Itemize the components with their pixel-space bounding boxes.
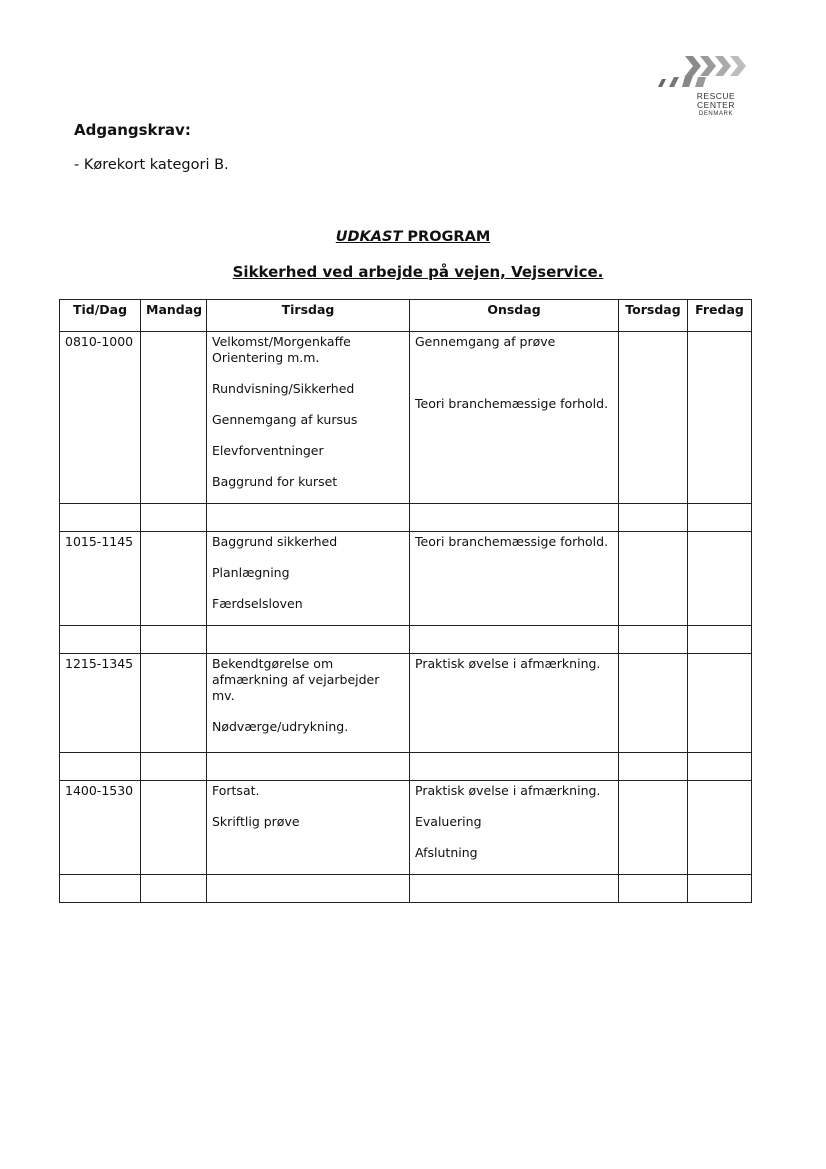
tirsdag-entry: Baggrund for kurset: [212, 474, 338, 489]
onsdag-cell: [410, 532, 619, 626]
header-mandag: Mandag: [141, 300, 207, 332]
program-heading-emph: UDKAST: [335, 229, 403, 245]
header-tid-dag: Tid/Dag: [60, 300, 141, 332]
fredag-cell: [688, 532, 752, 626]
rescue-center-logo: [655, 50, 755, 125]
logo-text-line2: CENTER: [697, 100, 735, 110]
header-fredag: Fredag: [688, 300, 752, 332]
table-row: [60, 654, 752, 753]
tirsdag-entry: Nødværge/udrykning.: [212, 719, 349, 734]
schedule-table: [59, 299, 752, 903]
header-tirsdag: Tirsdag: [207, 300, 410, 332]
mandag-cell: [141, 654, 207, 753]
program-heading-rest: PROGRAM: [402, 229, 491, 245]
tirsdag-entry: Elevforventninger: [212, 443, 324, 458]
torsdag-cell: [619, 532, 688, 626]
onsdag-cell: [410, 781, 619, 875]
time-cell: 1215-1345: [60, 654, 141, 753]
tirsdag-entry: Velkomst/Morgenkaffe Orientering m.m.: [212, 334, 351, 365]
tirsdag-cell: [207, 654, 410, 753]
mandag-cell: [141, 781, 207, 875]
tirsdag-entry: Baggrund sikkerhed: [212, 534, 338, 549]
logo-text-line3: DENMARK: [698, 111, 734, 117]
tirsdag-cell: [207, 332, 410, 504]
header-onsdag: Onsdag: [410, 300, 619, 332]
tirsdag-entry: Planlægning: [212, 565, 290, 580]
table-row: [60, 532, 752, 626]
logo-text-line1: RESCUE: [696, 91, 736, 101]
onsdag-entry: Evaluering: [415, 814, 482, 829]
onsdag-entry: Gennemgang af prøve: [415, 334, 556, 349]
requirements-item: - Kørekort kategori B.: [74, 157, 229, 173]
tirsdag-entry: Rundvisning/Sikkerhed: [212, 381, 355, 396]
onsdag-entry: Teori branchemæssige forhold.: [415, 534, 609, 549]
program-heading: [0, 229, 826, 245]
spacer-row: [60, 504, 752, 532]
table-row: [60, 332, 752, 504]
requirements-heading: Adgangskrav:: [74, 121, 191, 139]
onsdag-entry: Praktisk øvelse i afmærkning.: [415, 656, 601, 671]
time-cell: 0810-1000: [60, 332, 141, 504]
torsdag-cell: [619, 332, 688, 504]
time-cell: 1400-1530: [60, 781, 141, 875]
table-row: [60, 781, 752, 875]
header-torsdag: Torsdag: [619, 300, 688, 332]
onsdag-entry: Afslutning: [415, 845, 478, 860]
program-subtitle: Sikkerhed ved arbejde på vejen, Vejservice.: [232, 263, 604, 281]
mandag-cell: [141, 332, 207, 504]
torsdag-cell: [619, 654, 688, 753]
spacer-row: [60, 626, 752, 654]
chevron-arrows-logo-icon: [655, 50, 755, 92]
tirsdag-entry: Færdselsloven: [212, 596, 303, 611]
tirsdag-entry: Fortsat.: [212, 783, 260, 798]
mandag-cell: [141, 532, 207, 626]
onsdag-entry: Praktisk øvelse i afmærkning.: [415, 783, 601, 798]
fredag-cell: [688, 654, 752, 753]
tirsdag-cell: [207, 781, 410, 875]
fredag-cell: [688, 781, 752, 875]
fredag-cell: [688, 332, 752, 504]
tirsdag-entry: Skriftlig prøve: [212, 814, 300, 829]
onsdag-cell: [410, 332, 619, 504]
schedule-header-row: [60, 300, 752, 332]
tirsdag-cell: [207, 532, 410, 626]
time-cell: 1015-1145: [60, 532, 141, 626]
onsdag-cell: [410, 654, 619, 753]
spacer-row: [60, 753, 752, 781]
tirsdag-entry: Gennemgang af kursus: [212, 412, 358, 427]
tirsdag-entry: Bekendtgørelse om afmærkning af vejarbejder mv.: [212, 656, 380, 703]
spacer-row: [60, 875, 752, 903]
onsdag-entry: Teori branchemæssige forhold.: [415, 396, 609, 411]
torsdag-cell: [619, 781, 688, 875]
